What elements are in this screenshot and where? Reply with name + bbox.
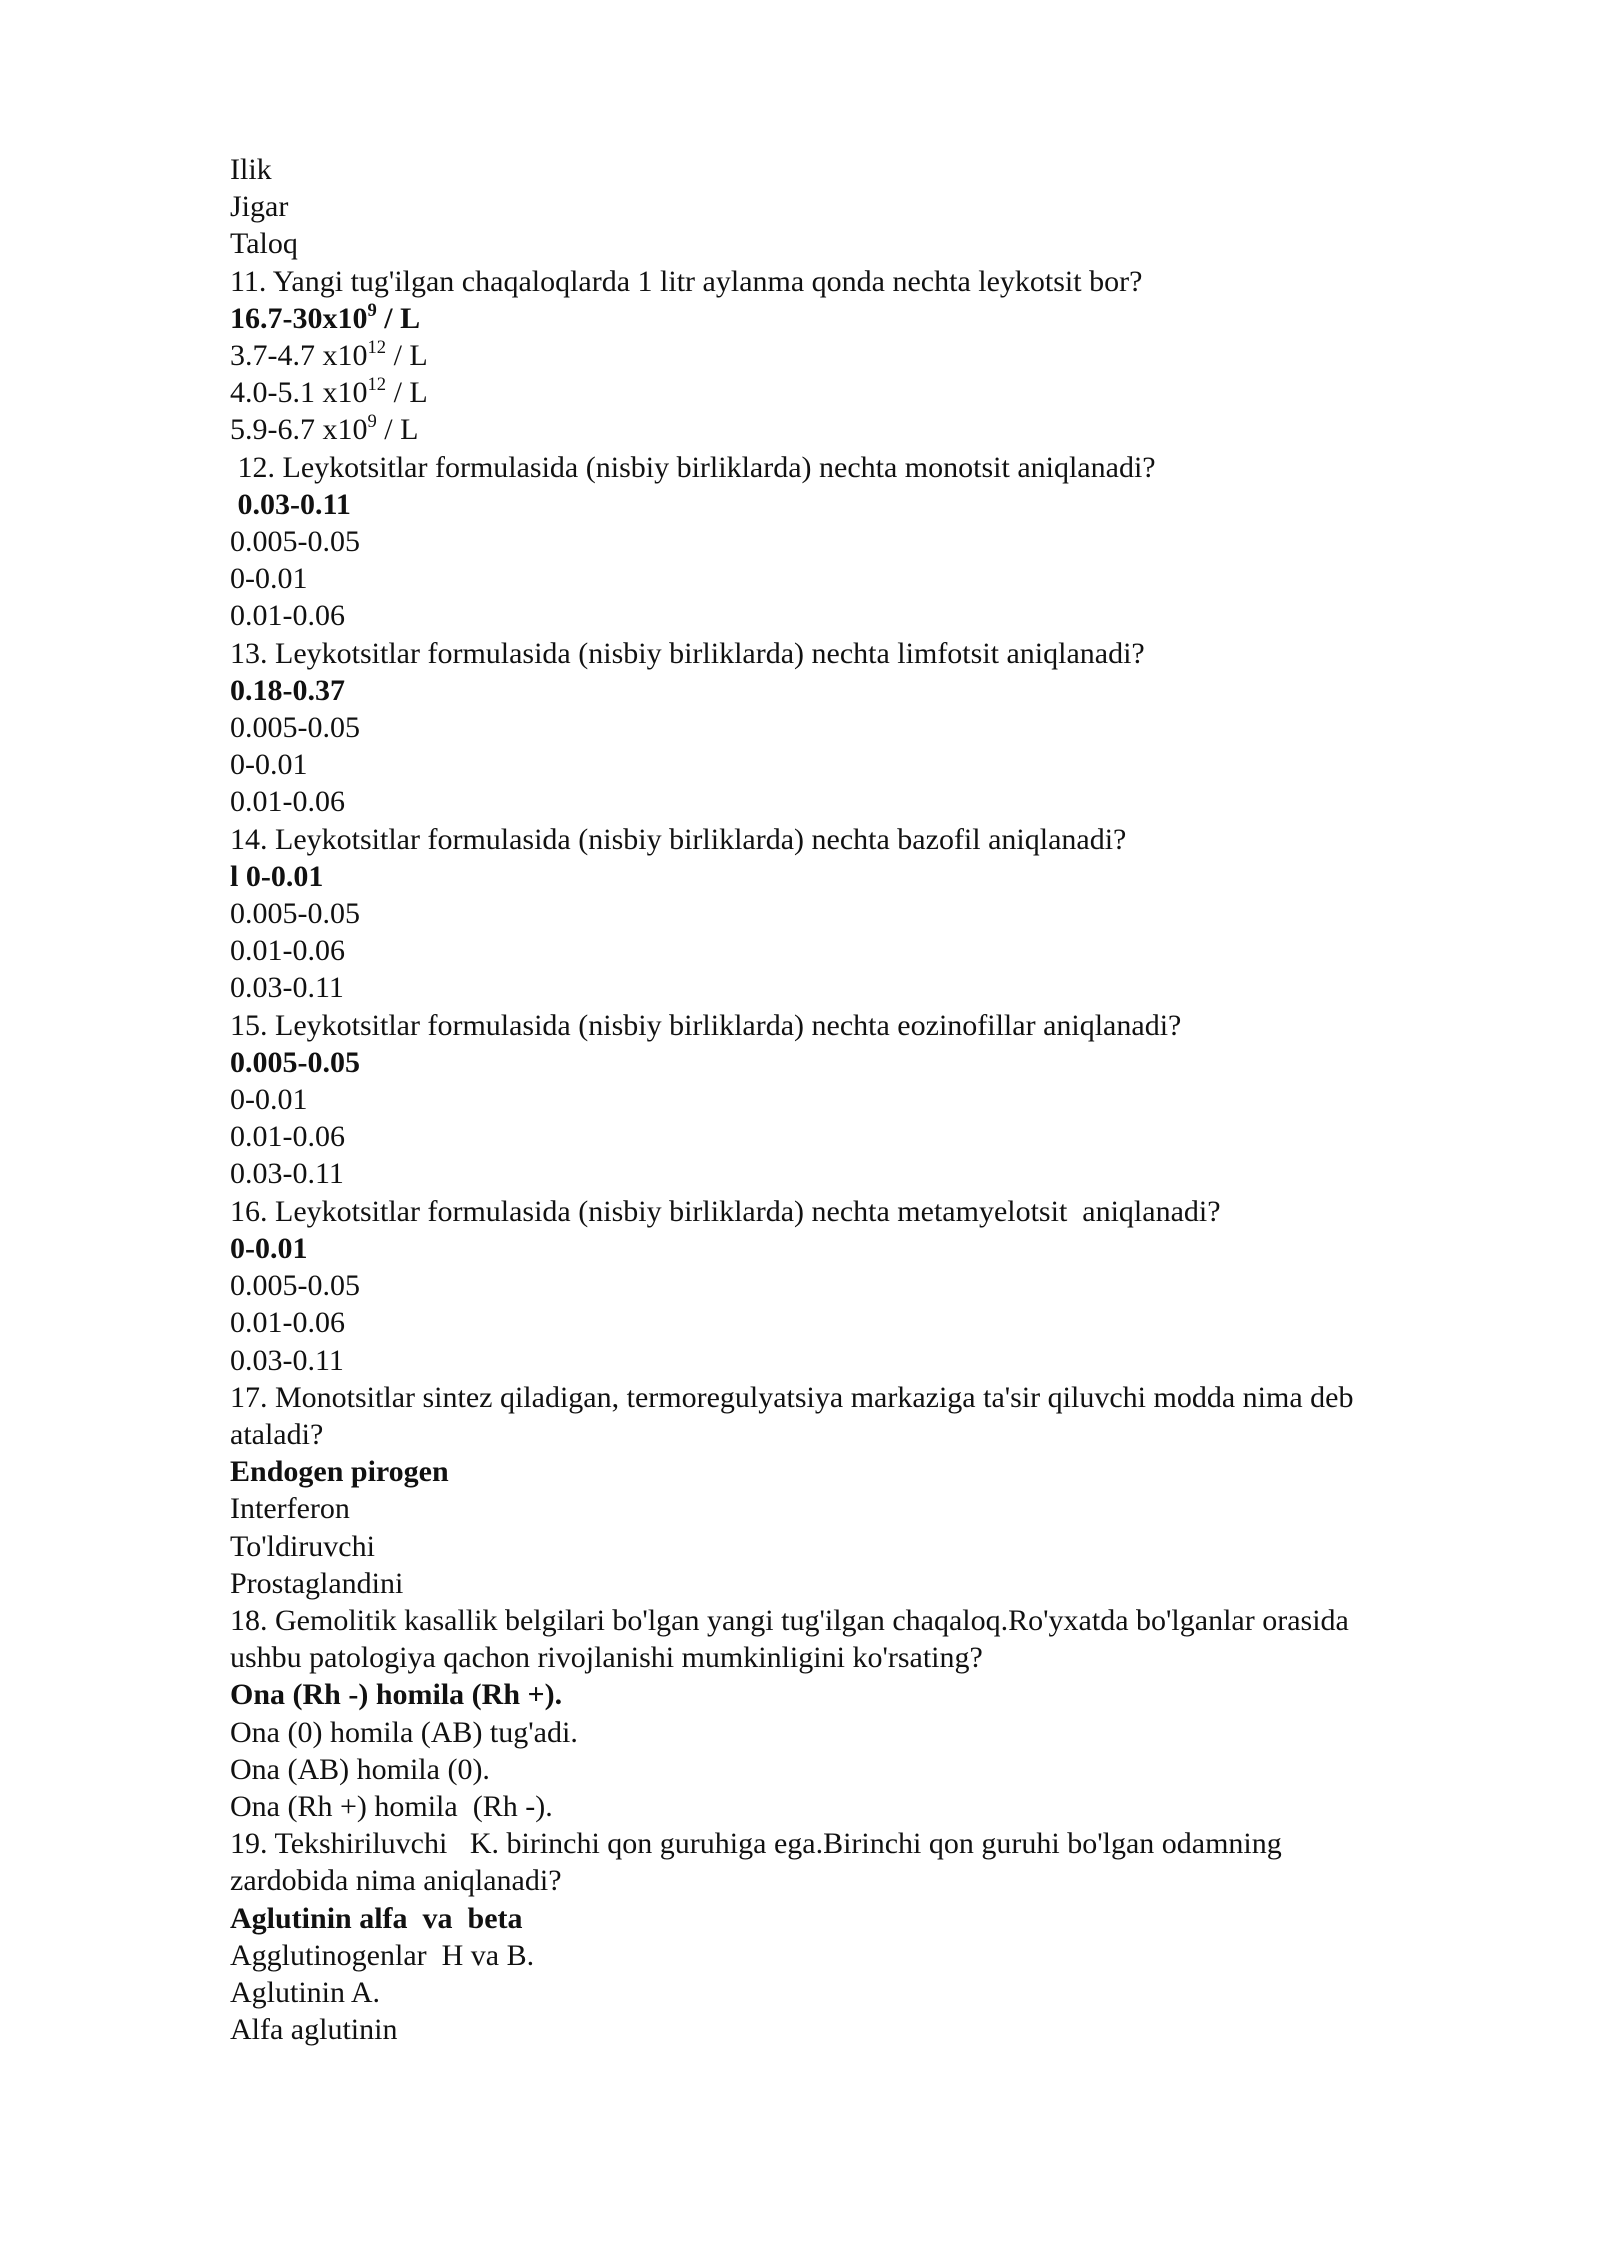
- text-line: [230, 374, 1470, 411]
- text-line: [230, 932, 1470, 969]
- line-text: 5.9-6.7 x10: [230, 413, 368, 447]
- text-line: [230, 1379, 1470, 1416]
- exponent: 12: [367, 374, 387, 396]
- exponent: 9: [367, 299, 377, 321]
- line-text: Jigar: [230, 190, 289, 224]
- answer-correct: [230, 858, 1470, 895]
- line-text: ataladi?: [230, 1417, 324, 1451]
- answer-correct: [230, 300, 1470, 337]
- text-line: [230, 2011, 1470, 2048]
- text-line: [230, 1714, 1470, 1751]
- line-text: Ona (Rh +) homila (Rh -).: [230, 1789, 553, 1823]
- unit-text: / L: [376, 413, 419, 447]
- text-line: [230, 1974, 1470, 2011]
- line-text: 0-0.01: [230, 1083, 308, 1117]
- line-text: Prostaglandini: [230, 1566, 404, 1600]
- text-line: [230, 263, 1470, 300]
- line-text: 0.005-0.05: [230, 1269, 360, 1303]
- text-line: [230, 635, 1470, 672]
- line-text: Ilik: [230, 153, 272, 186]
- text-line: [230, 597, 1470, 634]
- line-text: ushbu patologiya qachon rivojlanishi mumkinligini ko'rsating?: [230, 1641, 983, 1675]
- text-line: [230, 411, 1470, 448]
- text-line: [230, 1007, 1470, 1044]
- line-text: 12. Leykotsitlar formulasida (nisbiy birliklarda) nechta monotsit aniqlanadi?: [230, 450, 1156, 484]
- text-line: [230, 1193, 1470, 1230]
- text-line: [230, 337, 1470, 374]
- answer-correct: [230, 672, 1470, 709]
- line-text: 0.18-0.37: [230, 673, 345, 707]
- line-text: 19. Tekshiriluvchi K. birinchi qon guruhiga ega.Birinchi qon guruhi bo'lgan odamning: [230, 1827, 1282, 1861]
- line-text: 0.01-0.06: [230, 785, 345, 819]
- line-text: 0-0.01: [230, 748, 308, 782]
- text-line: [230, 1937, 1470, 1974]
- line-text: 16. Leykotsitlar formulasida (nisbiy birliklarda) nechta metamyelotsit aniqlanadi?: [230, 1194, 1221, 1228]
- answer-correct: [230, 1453, 1470, 1490]
- text-line: [230, 225, 1470, 262]
- line-text: 15. Leykotsitlar formulasida (nisbiy birliklarda) nechta eozinofillar aniqlanadi?: [230, 1008, 1182, 1042]
- answer-correct: [230, 486, 1470, 523]
- line-text: 0.005-0.05: [230, 897, 360, 931]
- text-line: [230, 449, 1470, 486]
- line-text: Aglutinin alfa va beta: [230, 1901, 523, 1935]
- line-text: 0.005-0.05: [230, 1045, 360, 1079]
- text-line: [230, 560, 1470, 597]
- text-line: [230, 523, 1470, 560]
- answer-correct: [230, 1900, 1470, 1937]
- line-text: Taloq: [230, 227, 298, 261]
- line-text: 18. Gemolitik kasallik belgilari bo'lgan yangi tug'ilgan chaqaloq.Ro'yxatda bo'lganlar orasida: [230, 1603, 1349, 1637]
- line-text: 0.01-0.06: [230, 599, 345, 633]
- line-text: 0.03-0.11: [230, 1157, 344, 1191]
- unit-text: / L: [376, 301, 421, 335]
- text-line: [230, 1416, 1470, 1453]
- line-text: Aglutinin A.: [230, 1975, 381, 2009]
- text-line: [230, 1788, 1470, 1825]
- line-text: 4.0-5.1 x10: [230, 376, 368, 410]
- text-line: [230, 746, 1470, 783]
- document-body: [230, 151, 1470, 2048]
- unit-text: / L: [386, 376, 428, 410]
- text-line: [230, 1118, 1470, 1155]
- text-line: [230, 1751, 1470, 1788]
- line-text: 3.7-4.7 x10: [230, 339, 368, 373]
- exponent: 9: [367, 411, 377, 433]
- line-text: 0.01-0.06: [230, 1306, 345, 1340]
- text-line: [230, 783, 1470, 820]
- text-line: [230, 1825, 1470, 1862]
- line-text: To'ldiruvchi: [230, 1529, 375, 1563]
- exponent: 12: [367, 336, 387, 358]
- text-line: [230, 969, 1470, 1006]
- line-text: 16.7-30x10: [230, 301, 368, 335]
- text-line: [230, 1602, 1470, 1639]
- line-text: 17. Monotsitlar sintez qiladigan, termoregulyatsiya markaziga ta'sir qiluvchi modda nima deb: [230, 1380, 1354, 1414]
- line-text: 14. Leykotsitlar formulasida (nisbiy birliklarda) nechta bazofil aniqlanadi?: [230, 822, 1127, 856]
- text-line: [230, 821, 1470, 858]
- text-line: [230, 1490, 1470, 1527]
- line-text: Ona (0) homila (AB) tug'adi.: [230, 1715, 578, 1749]
- answer-correct: [230, 1044, 1470, 1081]
- text-line: [230, 1528, 1470, 1565]
- line-text: Alfa aglutinin: [230, 2013, 398, 2047]
- answer-correct: [230, 1676, 1470, 1713]
- line-text: l 0-0.01: [230, 859, 324, 893]
- text-line: [230, 1081, 1470, 1118]
- line-text: 0.03-0.11: [230, 1343, 344, 1377]
- text-line: [230, 188, 1470, 225]
- line-text: 0-0.01: [230, 1231, 308, 1265]
- text-line: [230, 1304, 1470, 1341]
- unit-text: / L: [386, 339, 428, 373]
- line-text: 0.01-0.06: [230, 934, 345, 968]
- line-text: Ona (AB) homila (0).: [230, 1752, 490, 1786]
- text-line: [230, 709, 1470, 746]
- text-line: [230, 1155, 1470, 1192]
- text-line: [230, 1267, 1470, 1304]
- line-text: 11. Yangi tug'ilgan chaqaloqlarda 1 litr aylanma qonda nechta leykotsit bor?: [230, 264, 1143, 298]
- text-line: [230, 1565, 1470, 1602]
- line-text: 0.005-0.05: [230, 525, 360, 559]
- line-text: Endogen pirogen: [230, 1455, 449, 1489]
- text-line: [230, 1639, 1470, 1676]
- line-text: 13. Leykotsitlar formulasida (nisbiy birliklarda) nechta limfotsit aniqlanadi?: [230, 636, 1145, 670]
- line-text: Ona (Rh -) homila (Rh +).: [230, 1678, 563, 1712]
- line-text: 0.005-0.05: [230, 711, 360, 745]
- line-text: 0.03-0.11: [230, 971, 344, 1005]
- line-text: zardobida nima aniqlanadi?: [230, 1864, 562, 1898]
- line-text: Interferon: [230, 1492, 350, 1526]
- line-text: 0.03-0.11: [230, 487, 351, 521]
- text-line: [230, 1862, 1470, 1899]
- text-line: [230, 895, 1470, 932]
- answer-correct: [230, 1230, 1470, 1267]
- text-line: [230, 151, 1470, 188]
- line-text: Agglutinogenlar H va B.: [230, 1938, 535, 1972]
- line-text: 0.01-0.06: [230, 1120, 345, 1154]
- text-line: [230, 1342, 1470, 1379]
- line-text: 0-0.01: [230, 562, 308, 596]
